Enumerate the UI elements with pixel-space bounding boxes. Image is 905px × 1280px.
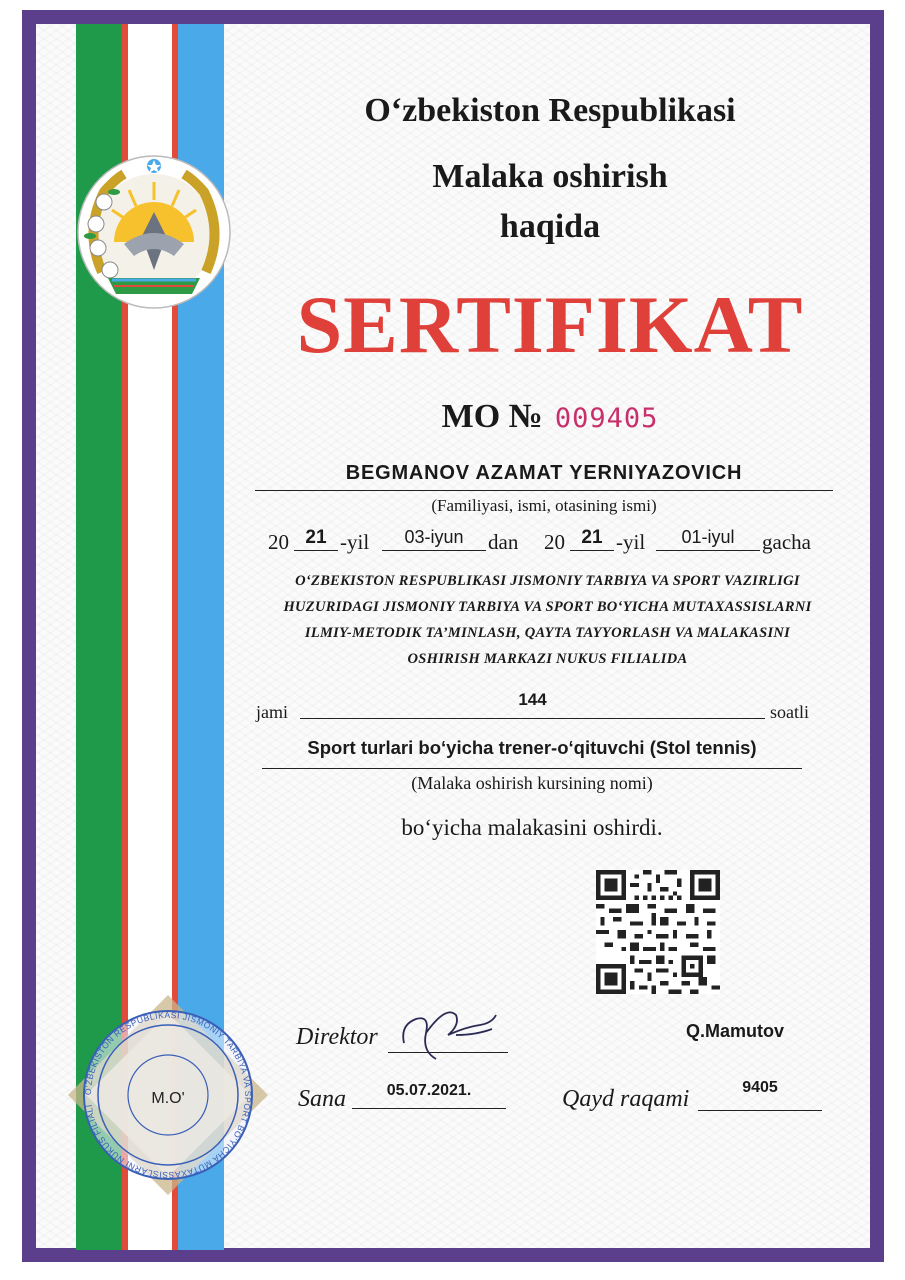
year-2-underline: [570, 550, 614, 551]
certificate-title: SERTIFIKAT: [296, 279, 804, 370]
year-2: 21: [581, 527, 603, 548]
director-label: Direktor: [296, 1024, 378, 1050]
state-emblem-icon: [74, 152, 234, 312]
jami-label: jami: [256, 702, 288, 722]
certificate-number: [300, 398, 800, 436]
header-subtitle: Malaka oshirish: [432, 158, 668, 195]
course-underline: [262, 768, 802, 769]
registration-label: Qayd raqami: [562, 1086, 690, 1112]
course-caption: (Malaka oshirish kursining nomi): [411, 773, 653, 793]
course-name: Sport turlari bo‘yicha trener-o‘qituvchi (Stol tennis): [307, 737, 757, 758]
seal-ring-text: O‘ZBEKISTON RESPUBLIKASI JISMONIY TARBIYA VA SPORT BO‘YICHA MUTAXASSISLARNI NUKUS FILIALI: [82, 1009, 254, 1181]
soatli-label: soatli: [770, 702, 809, 722]
hours-underline: [300, 718, 765, 719]
organization-line: OSHIRISH MARKAZI NUKUS FILIALIDA: [407, 651, 688, 667]
name-caption: (Familiyasi, ismi, otasining ismi): [431, 496, 657, 515]
organization-line: HUZURIDAGI JISMONIY TARBIYA VA SPORT BO‘YICHA MUTAXASSISLARNI: [283, 599, 812, 615]
issue-date: 05.07.2021.: [386, 1082, 472, 1099]
hours-value: 144: [518, 690, 547, 709]
start-date-underline: [382, 550, 486, 551]
header-country: O‘zbekiston Respublikasi: [364, 92, 736, 129]
official-seal: [58, 995, 278, 1195]
director-name: Q.Mamutov: [686, 1021, 785, 1041]
name-underline: [255, 490, 833, 491]
year-1-underline: [294, 550, 338, 551]
seal-stamp-icon: [58, 995, 278, 1195]
year-prefix-1: 20: [268, 530, 289, 554]
number-value: 009405: [554, 403, 659, 434]
year-prefix-2: 20: [544, 530, 565, 554]
start-date: 03-iyun: [404, 527, 464, 547]
yil-label-2: -yil: [616, 530, 646, 554]
end-date: 01-iyul: [681, 527, 735, 547]
date-underline: [352, 1108, 506, 1109]
gacha-label: gacha: [762, 530, 811, 554]
year-1: 21: [305, 527, 327, 548]
date-label: Sana: [298, 1086, 346, 1112]
organization-name: [245, 568, 850, 672]
registration-underline: [698, 1110, 822, 1111]
yil-label-1: -yil: [340, 530, 370, 554]
organization-line: O‘ZBEKISTON RESPUBLIKASI JISMONIY TARBIYA VA SPORT VAZIRLIGI: [295, 573, 800, 589]
organization-line: ILMIY-METODIK TA’MINLASH, QAYTA TAYYORLASH VA MALAKASINI: [304, 625, 791, 641]
qr-code-icon: [596, 870, 720, 994]
number-label: MO №: [441, 398, 543, 435]
course-result: bo‘yicha malakasini oshirdi.: [401, 815, 663, 840]
holder-name: BEGMANOV AZAMAT YERNIYAZOVICH: [345, 462, 743, 484]
director-signature-icon: [396, 1005, 516, 1065]
registration-number: 9405: [742, 1079, 778, 1096]
dan-label: dan: [488, 530, 519, 554]
seal-center-text: M.O': [151, 1090, 185, 1107]
end-date-underline: [656, 550, 760, 551]
header-subtitle-2: haqida: [499, 208, 601, 245]
